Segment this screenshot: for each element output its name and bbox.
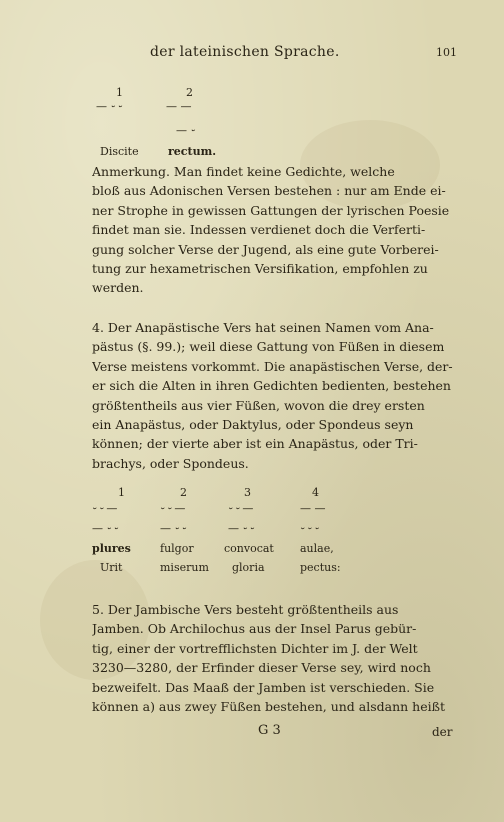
paragraph-anapaestic [92,318,454,473]
example-word: aulae, [300,542,334,555]
meter-mark: — ⏑ [176,124,195,137]
page-header [0,44,504,66]
meter-mark: — ⏑ ⏑ [92,522,118,535]
text-line: brachys, oder Spondeus. [92,455,249,471]
text-line: können a) aus zwey Füßen bestehen, und alsdann heißt [92,699,445,715]
text-line: können; der vierte aber ist ein Anapästus, oder Tri- [92,436,418,452]
text-line: 5. Der Jambische Vers besteht größtentheils aus [92,602,399,617]
text-line: 4. Der Anapästische Vers hat seinen Namen vom Ana- [92,320,434,335]
example-word: plures [92,542,131,555]
page-number: 101 [436,46,457,59]
example-word: Discite [100,145,139,158]
signature-mark: G 3 [258,723,281,738]
text-line: tig, einer der vortrefflichsten Dichter im J. der Welt [92,640,418,656]
text-line: er sich die Alten in ihren Gedichten bedienten, bestehen [92,378,451,394]
paragraph-iambic [92,600,454,716]
text-line: ein Anapästus, oder Daktylus, oder Spondeus seyn [92,417,414,433]
running-title: der lateinischen Sprache. [150,44,340,60]
text-line: bezweifelt. Das Maaß der Jamben ist verschieden. Sie [92,679,435,695]
text-line: Verse meistens vorkommt. Die anapästischen Verse, der- [92,358,453,374]
meter-mark: — ⏑ ⏑ [96,100,122,113]
meter-mark: — — [166,100,192,113]
text-line: 3230—3280, der Erfinder dieser Verse sey, wird noch [92,660,431,676]
foot-number: 1 [116,86,123,99]
meter-mark: — ⏑ ⏑ [160,522,186,535]
foot-number: 2 [180,486,187,499]
meter-mark: ⏑ ⏑ — [160,502,186,515]
meter-mark: — ⏑ ⏑ [228,522,254,535]
meter-mark: — — [300,502,326,515]
example-word: pectus: [300,561,341,574]
meter-mark: ⏑ ⏑ — [92,502,118,515]
text-line: gung solcher Verse der Jugend, als eine gute Vorberei- [92,241,439,257]
example-word: rectum. [168,145,217,158]
catchword: der [432,725,453,739]
meter-mark: ⏑ ⏑ ⏑ [300,522,318,535]
example-word: miserum [160,561,209,574]
text-line: tung zur hexametrischen Versifikation, empfohlen zu [92,261,428,277]
text-line: größtentheils aus vier Füßen, wovon die drey ersten [92,397,425,413]
foot-number: 4 [312,486,319,499]
example-word: Urit [100,561,123,574]
meter-mark: ⏑ ⏑ — [228,502,254,515]
example-word: convocat [224,542,274,555]
example-word: fulgor [160,542,194,555]
foot-number: 2 [186,86,193,99]
text-line: bloß aus Adonischen Versen bestehen : nur am Ende ei- [92,183,446,199]
text-line: werden. [92,280,144,296]
foot-number: 1 [118,486,125,499]
example-word: gloria [232,561,265,574]
text-line: ner Strophe in gewissen Gattungen der lyrischen Poesie [92,202,450,218]
text-line: findet man sie. Indessen verdienet doch die Verferti- [92,222,426,238]
foot-number: 3 [244,486,251,499]
paragraph-remark [92,162,454,298]
text-line: Anmerkung. Man findet keine Gedichte, welche [92,164,395,179]
text-line: Jamben. Ob Archilochus aus der Insel Parus gebür- [92,621,417,637]
text-line: pästus (§. 99.); weil diese Gattung von Füßen in diesem [92,339,445,355]
